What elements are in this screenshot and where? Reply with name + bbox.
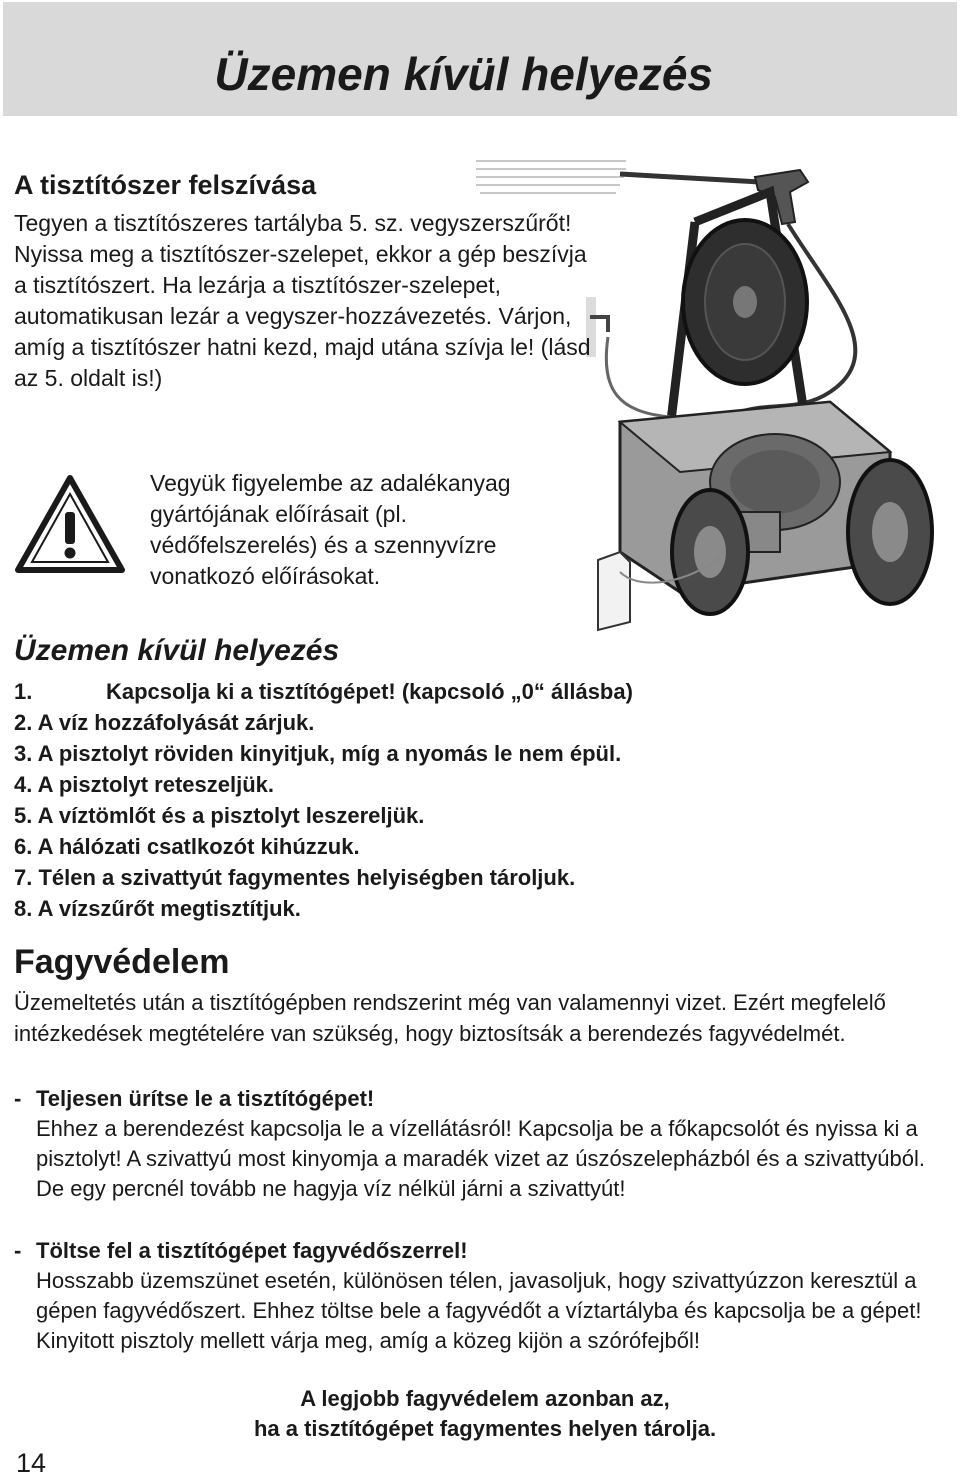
section-heading-shutdown: Üzemen kívül helyezés (14, 634, 340, 667)
frost-bullet-drain: - Teljesen ürítse le a tisztítógépet! Ehhez a berendezést kapcsolja le a vízellátásról! Kapcsolja be a főkapcsolót és nyissa ki a pisztolyt! A szivattyú most kinyomja a maradék vizet az úszószelepházból és a szivattyúból. De egy percnél tovább ne hagyja víz nélkül járni a szivattyút! (14, 1084, 934, 1204)
page-title: Üzemen kívül helyezés (214, 48, 713, 100)
warning-triangle-icon (14, 474, 126, 574)
list-item: 1. Kapcsolja ki a tisztítógépet! (kapcsoló „0“ állásba) (14, 679, 633, 704)
list-item: 6. A hálózati csatlkozót kihúzzuk. (14, 834, 360, 859)
list-item: 7. Télen a szivattyút fagymentes helyiségben tároljuk. (14, 865, 576, 890)
list-item: 4. A pisztolyt reteszeljük. (14, 772, 275, 797)
list-item: 8. A vízszűrőt megtisztítjuk. (14, 896, 301, 921)
section-heading-frost-protection: Fagyvédelem (14, 943, 230, 981)
bullet-heading: Töltse fel a tisztítógépet fagyvédőszerrel! (36, 1238, 468, 1263)
closing-note: A legjobb fagyvédelem azonban az, ha a tisztítógépet fagymentes helyen tárolja. (253, 1386, 717, 1441)
warning-text: Vegyük figyelembe az adalékanyag gyártójának előírásait (pl. védőfelszerelés) és a szennyvízre vonatkozó előírásokat. (150, 470, 511, 589)
section-heading-detergent: A tisztítószer felszívása (14, 170, 317, 200)
frost-bullet-antifreeze: - Töltse fel a tisztítógépet fagyvédőszerrel! Hosszabb üzemszünet esetén, különösen télen, javasoljuk, hogy szivattyúzzon keresztül a gépen fagyvédőszert. Ehhez töltse bele a fagyvédőt a víztartályba és kapcsolja be a gépet! Kinyitott pisztoly mellett várja meg, amíg a közeg kijön a szórófejből! (14, 1236, 934, 1356)
page-header (3, 2, 957, 116)
detergent-paragraph: Tegyen a tisztítószeres tartályba 5. sz. vegyszerszűrőt! Nyissa meg a tisztítószer-szelepet, ekkor a gép beszívja a tisztítószert. Ha lezárja a tisztítószer-szelepet, automatikusan lezár a vegyszer-hozzávezetés. Várjon, amíg a tisztítószer hatni kezd, majd utána szívja le! (lásd az 5. oldalt is!) (14, 210, 591, 391)
page-number: 14 (16, 1448, 47, 1478)
spray-mist (476, 160, 626, 194)
frost-protection-paragraph: Üzemeltetés után a tisztítógépben rendszerint még van valamennyi vizet. Ezért megfelelő intézkedések megtételére van szükség, hogy biztosítsák a berendezés fagyvédelmét. (14, 990, 886, 1046)
list-item: 3. A pisztolyt röviden kinyitjuk, míg a nyomás le nem épül. (14, 741, 622, 766)
bullet-body: Ehhez a berendezést kapcsolja le a vízellátásról! Kapcsolja be a főkapcsolót és nyissa ki a pisztolyt! A szivattyú most kinyomja a maradék vizet az úszószelepházból és a szivattyúból. De egy percnél tovább ne hagyja víz nélkül járni a szivattyút! (36, 1116, 925, 1201)
bullet-body: Hosszabb üzemszünet esetén, különösen télen, javasoljuk, hogy szivattyúzzon keresztül a gépen fagyvédőszert. Ehhez töltse bele a fagyvédőt a víztartályba és kapcsolja be a gépet! Kinyitott pisztoly mellett várja meg, amíg a közeg kijön a szórófejből! (36, 1268, 922, 1353)
list-item: 5. A víztömlőt és a pisztolyt leszereljük. (14, 803, 425, 828)
bullet-heading: Teljesen ürítse le a tisztítógépet! (36, 1086, 375, 1111)
detergent-canister (598, 552, 630, 630)
list-item: 2. A víz hozzáfolyását zárjuk. (14, 710, 315, 735)
shutdown-steps (14, 676, 633, 924)
